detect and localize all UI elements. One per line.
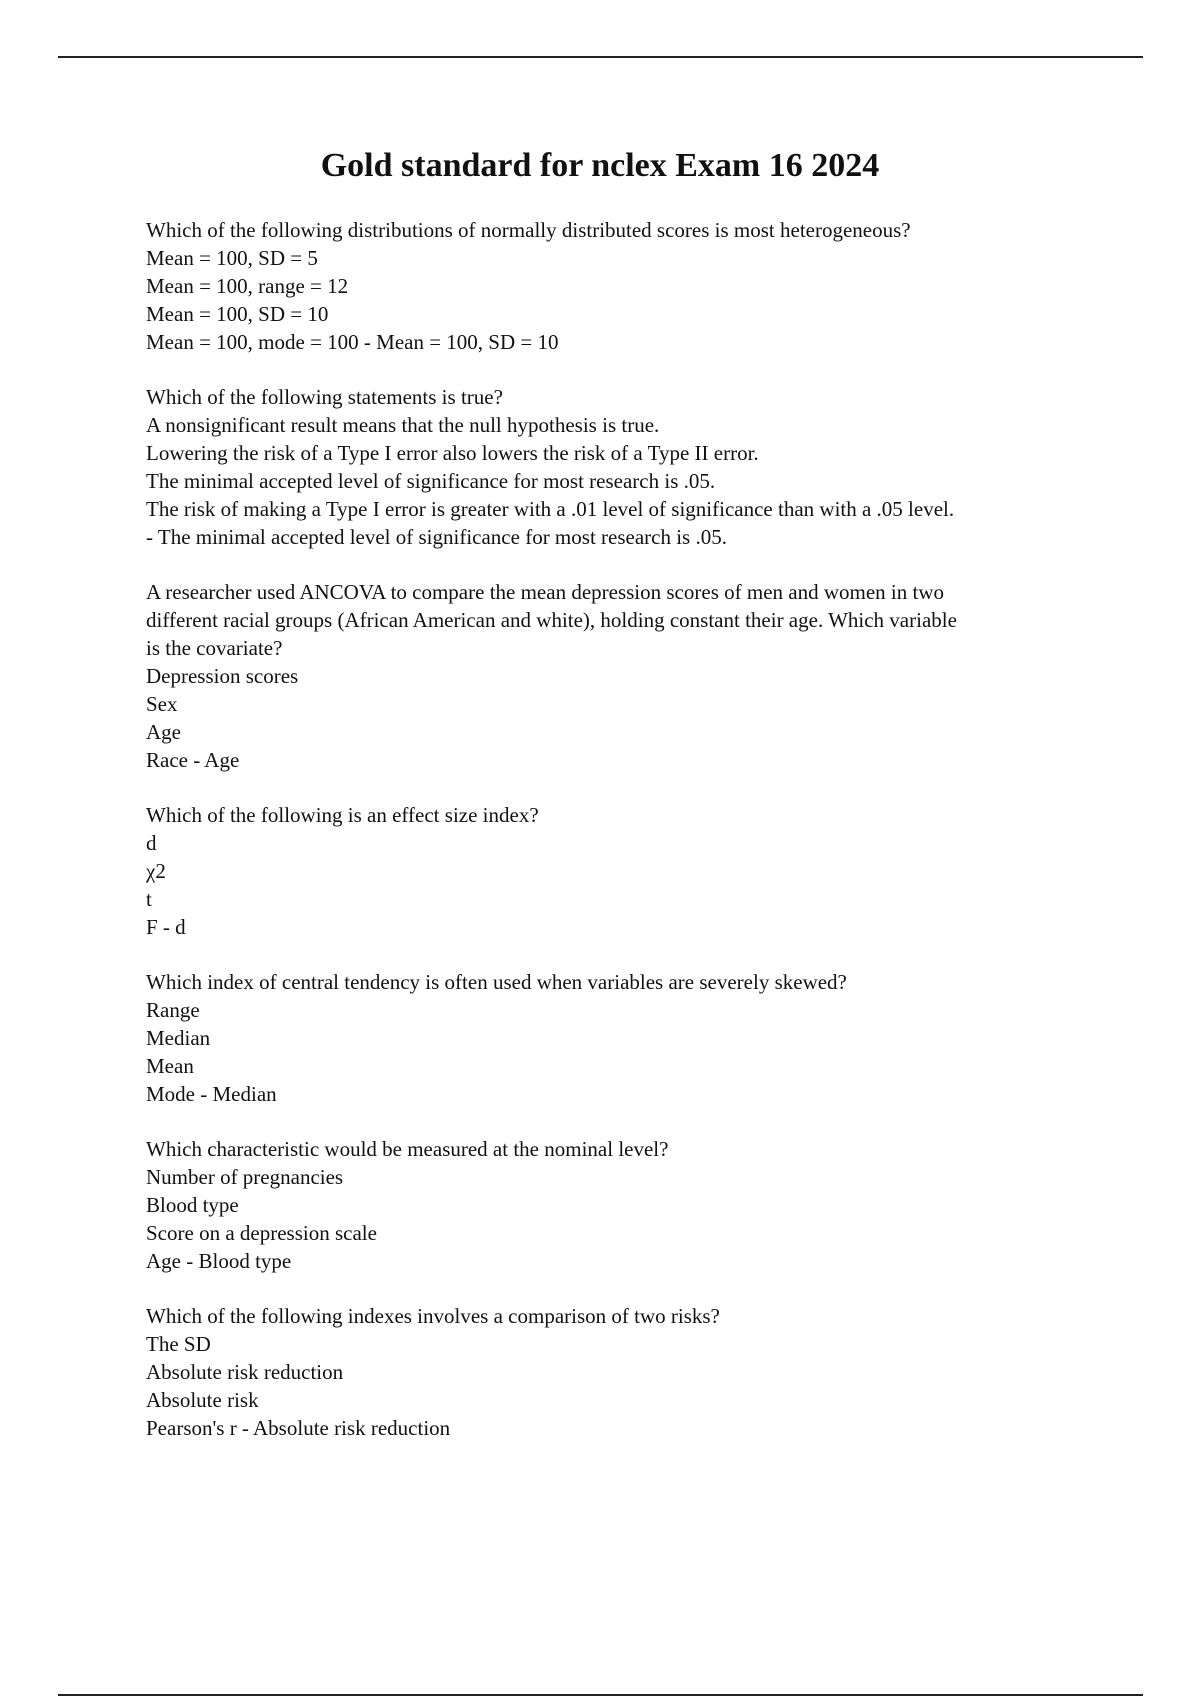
question-2: [146, 383, 1146, 551]
option: Mean = 100, range = 12: [146, 274, 349, 298]
option: - The minimal accepted level of significance for most research is .05.: [146, 525, 727, 549]
option: Blood type: [146, 1193, 239, 1217]
option: Race - Age: [146, 748, 240, 772]
question-text: Which index of central tendency is often used when variables are severely skewed?: [146, 970, 847, 994]
document-body: [146, 216, 1146, 1469]
question-1: [146, 216, 1146, 356]
option: Mode - Median: [146, 1082, 277, 1106]
option: Mean: [146, 1054, 194, 1078]
option: Score on a depression scale: [146, 1221, 377, 1245]
option: Lowering the risk of a Type I error also lowers the risk of a Type II error.: [146, 441, 759, 465]
option: t: [146, 887, 152, 911]
option: χ2: [146, 859, 166, 883]
option: Depression scores: [146, 664, 299, 688]
option: Range: [146, 998, 200, 1022]
option: A nonsignificant result means that the null hypothesis is true.: [146, 413, 660, 437]
document-title: Gold standard for nclex Exam 16 2024: [320, 147, 880, 184]
question-3: [146, 578, 1146, 774]
option: Age - Blood type: [146, 1249, 292, 1273]
bottom-rule: [58, 1694, 1143, 1696]
question-text: Which of the following distributions of normally distributed scores is most heterogeneous?: [146, 218, 911, 242]
option: Absolute risk reduction: [146, 1360, 344, 1384]
option: Median: [146, 1026, 211, 1050]
option: Sex: [146, 692, 178, 716]
top-rule: [58, 56, 1143, 58]
question-text: Which of the following indexes involves a comparison of two risks?: [146, 1304, 720, 1328]
option: The risk of making a Type I error is greater with a .01 level of significance than with a .05 level.: [146, 497, 955, 521]
question-5: [146, 968, 1146, 1108]
option: Mean = 100, mode = 100 - Mean = 100, SD = 10: [146, 330, 559, 354]
question-text-line: is the covariate?: [146, 636, 283, 660]
option: F - d: [146, 915, 186, 939]
option: Number of pregnancies: [146, 1165, 344, 1189]
question-text: Which of the following is an effect size index?: [146, 803, 539, 827]
option: The minimal accepted level of significance for most research is .05.: [146, 469, 716, 493]
question-6: [146, 1135, 1146, 1275]
option: The SD: [146, 1332, 211, 1356]
option: Age: [146, 720, 181, 744]
question-text: Which characteristic would be measured at the nominal level?: [146, 1137, 669, 1161]
option: Pearson's r - Absolute risk reduction: [146, 1416, 451, 1440]
option: Absolute risk: [146, 1388, 259, 1412]
question-4: [146, 801, 1146, 941]
question-text: Which of the following statements is true?: [146, 385, 503, 409]
question-7: [146, 1302, 1146, 1442]
question-text-line: A researcher used ANCOVA to compare the mean depression scores of men and women in two: [146, 580, 944, 604]
option: Mean = 100, SD = 5: [146, 246, 318, 270]
question-text-line: different racial groups (African American and white), holding constant their age. Which variable: [146, 608, 957, 632]
option: Mean = 100, SD = 10: [146, 302, 329, 326]
option: d: [146, 831, 157, 855]
